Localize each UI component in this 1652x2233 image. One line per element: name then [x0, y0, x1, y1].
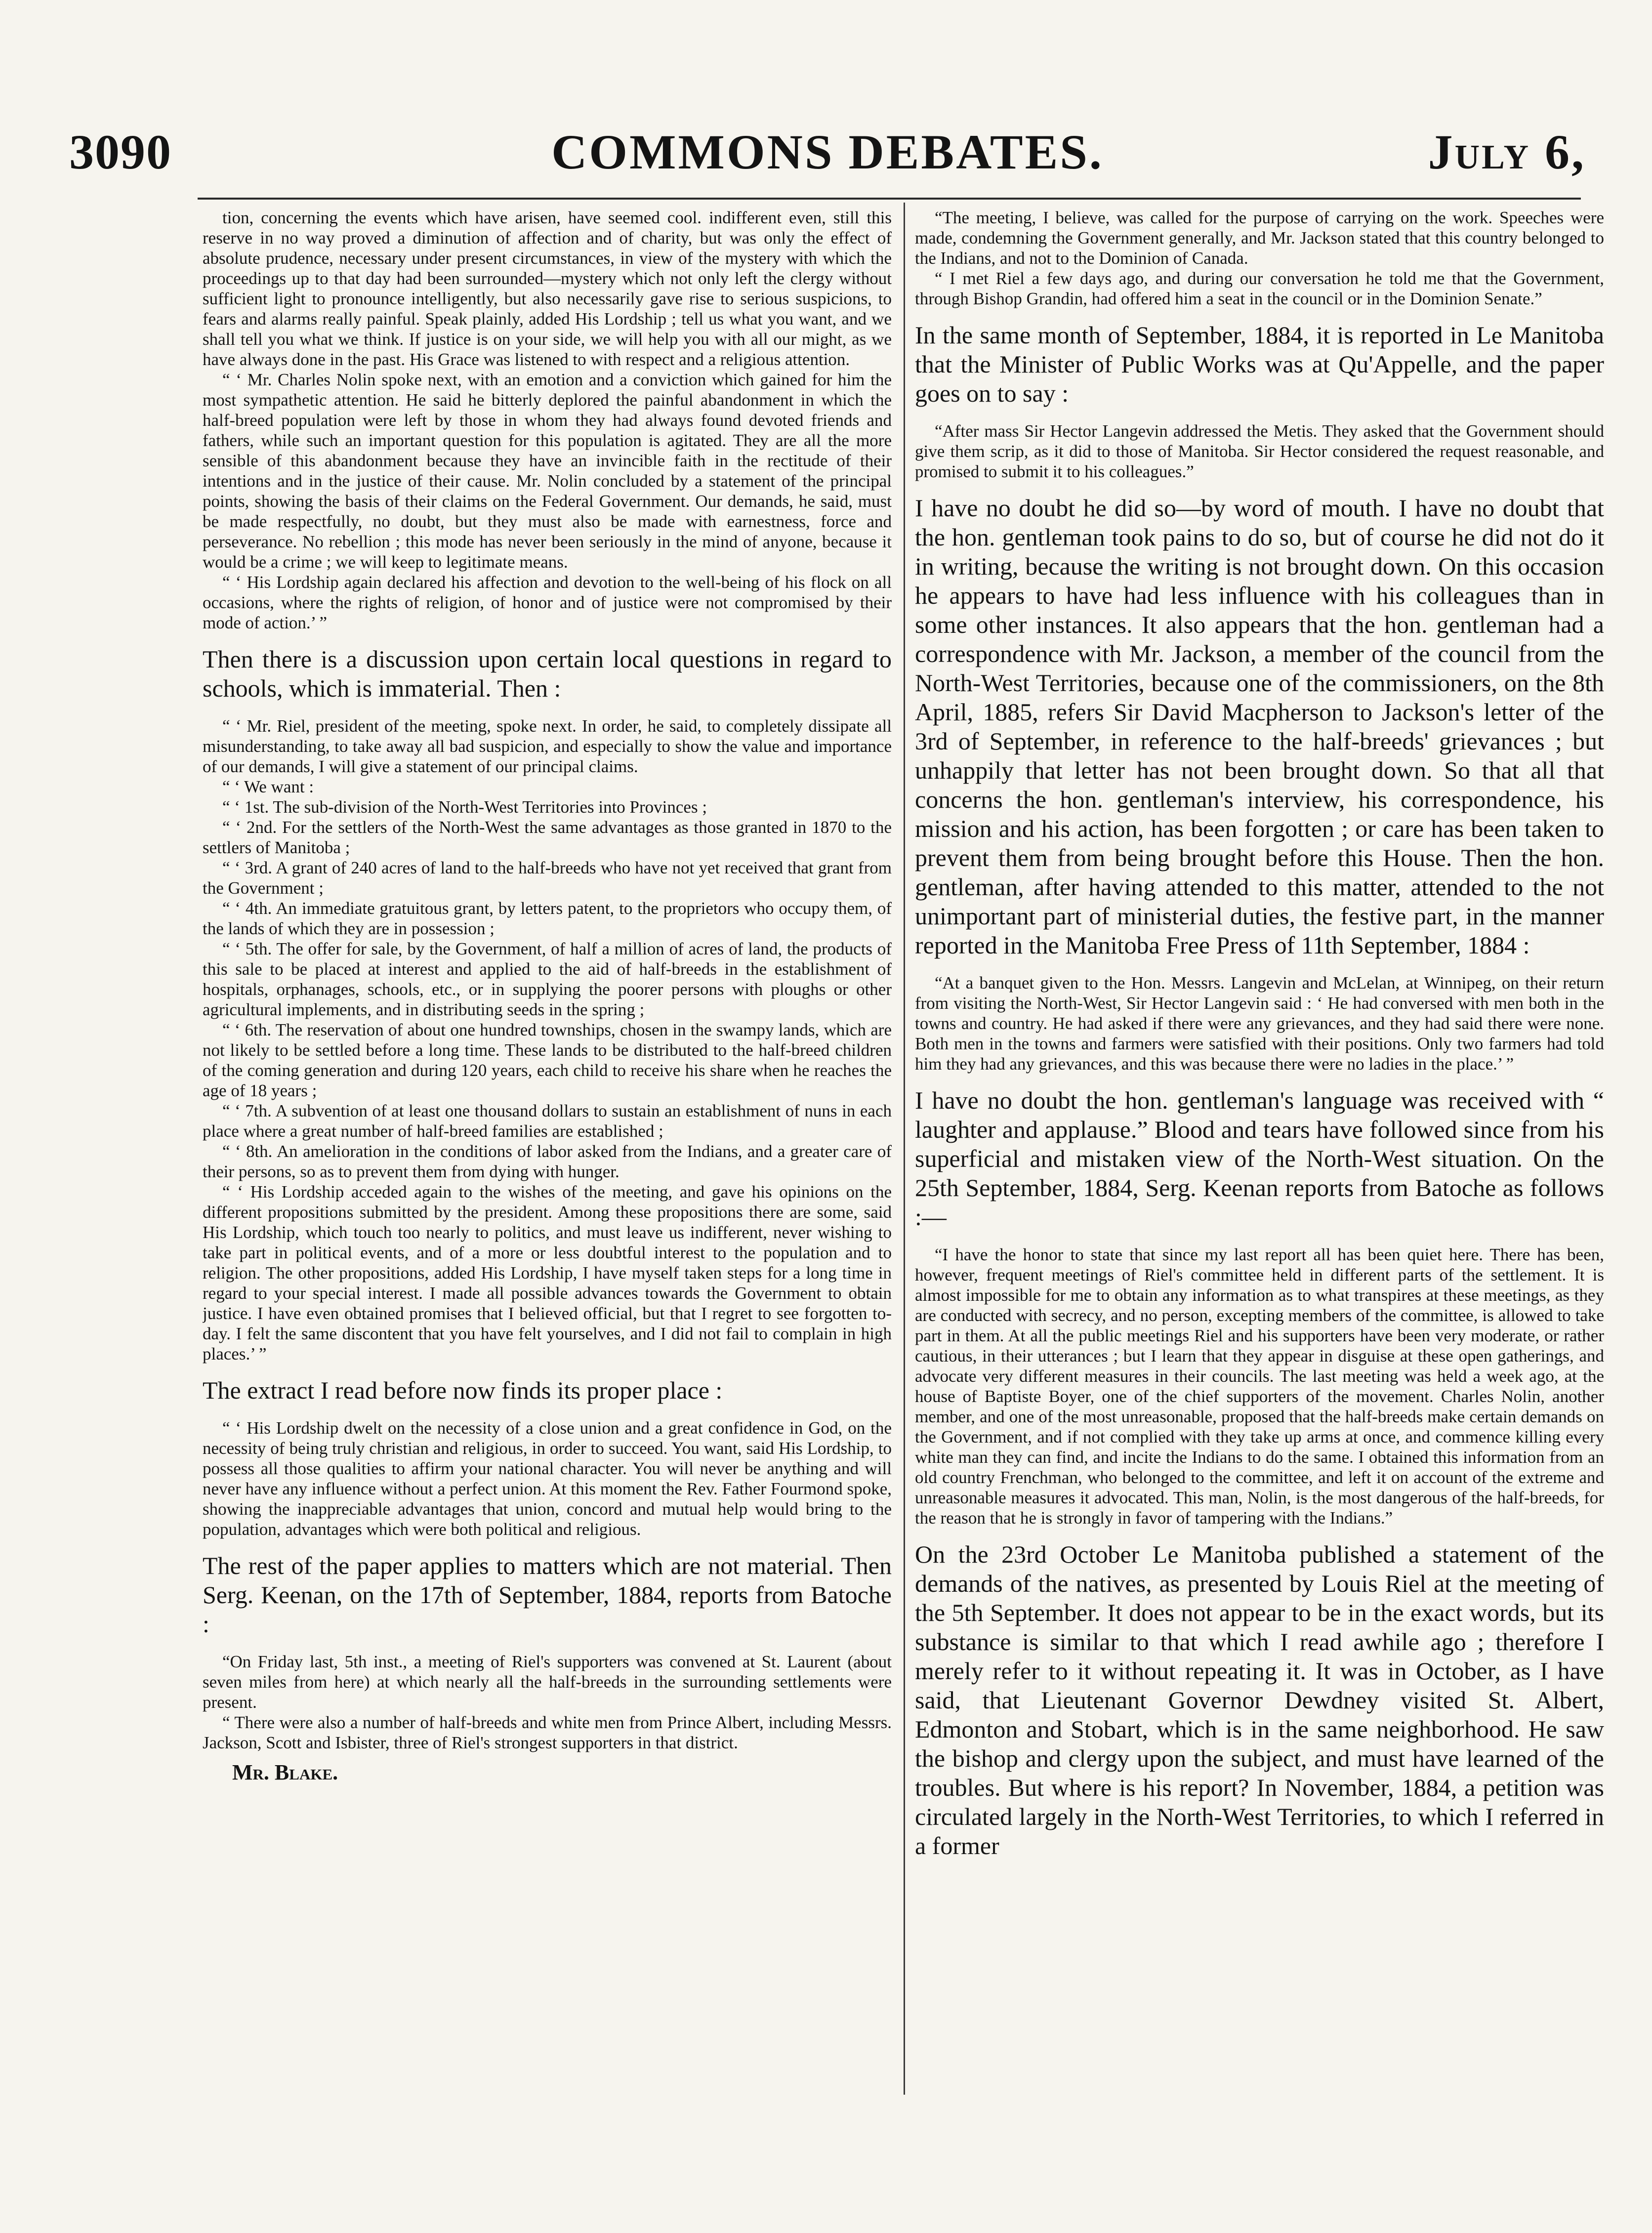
- quote-paragraph: “At a banquet given to the Hon. Messrs. Langevin and McLelan, at Winnipeg, on their return from visiting the North-West, Sir Hector Langevin said : ‘ He had conversed with men both in the towns and country. He had asked if there were any grievances, and they had said there were none. Both men in the towns and farmers were satisfied with their positions. Only two farmers had told him they had any grievances, and this was because there were no ladies in the place.’ ”: [915, 973, 1604, 1074]
- left-column: [203, 207, 892, 2095]
- quote-paragraph: tion, concerning the events which have arisen, have seemed cool. indifferent even, still this reserve in no way proved a diminution of affection and of charity, but was only the effect of absolute prudence, necessary under present circumstances, in view of the mystery with which the proceedings up to that day had been surrounded—mystery which not only left the clergy without sufficient light to pronounce intelligently, but also necessarily gave rise to serious suspicions, to fears and alarms really painful. Speak plainly, added His Lordship ; tell us what you want, and we shall tell you what we think. If justice is on your side, we will help you with all our might, as we have always done in the past. His Grace was listened to with respect and a religious attention.: [203, 208, 892, 369]
- quote-paragraph: “ ‘ 7th. A subvention of at least one thousand dollars to sustain an establishment of nuns in each place where a great number of half-breed families are established ;: [203, 1101, 892, 1141]
- quote-paragraph: “ ‘ His Lordship acceded again to the wishes of the meeting, and gave his opinions on the different propositions submitted by the president. Among these propositions there are some, said His Lordship, which touch too nearly to politics, and must leave us indifferent, never wishing to take part in political events, and of a more or less doubtful interest to the population and to religion. The other propositions, added His Lordship, I have myself taken steps for a long time in regard to your special interest. I made all possible advances towards the Government to obtain justice. I have even obtained promises that I believed official, but that I regret to see forgotten to-day. I felt the same discontent that you have felt yourselves, and I did not fail to complain in high places.’ ”: [203, 1182, 892, 1364]
- quote-paragraph: “ I met Riel a few days ago, and during our conversation he told me that the Government, through Bishop Grandin, had offered him a seat in the council or in the Dominion Senate.”: [915, 269, 1604, 308]
- page-title: COMMONS DEBATES.: [551, 124, 1104, 179]
- quote-paragraph: “ ‘ 5th. The offer for sale, by the Government, of half a million of acres of land, the products of this sale to be placed at interest and applied to the aid of half-breeds in the establishment of hospitals, orphanages, schools, etc., or in supplying the poorer persons with ploughs or other agricultural implements, and in distributing seeds in the spring ;: [203, 939, 892, 1019]
- speech-paragraph: Then there is a discussion upon certain local questions in regard to schools, which is immaterial. Then :: [203, 645, 892, 702]
- speech-paragraph: I have no doubt he did so—by word of mouth. I have no doubt that the hon. gentleman took pains to do so, but of course he did not do it in writing, because the writing is not brought down. On this occasion he appears to have had less influence with his colleagues than in some other instances. It also appears that the hon. gentleman had a correspondence with Mr. Jackson, a member of the council from the North-West Territories, because one of the commissioners, on the 8th April, 1885, refers Sir David Macpherson to Jackson's letter of the 3rd of September, in reference to the half-breeds' grievances ; but unhappily that letter has not been brought down. So that all that concerns the hon. gentleman's interview, his correspondence, his mission and his action, has been forgotten ; or care has been taken to prevent them from being brought before this House. Then the hon. gentleman, after having attended to this matter, attended to the not unimportant part of ministerial duties, the festive part, in the manner reported in the Manitoba Free Press of 11th September, 1884 :: [915, 494, 1604, 959]
- quote-paragraph: “ ‘ 3rd. A grant of 240 acres of land to the half-breeds who have not yet received that grant from the Government ;: [203, 858, 892, 898]
- quote-paragraph: “ ‘ 2nd. For the settlers of the North-West the same advantages as those granted in 1870 to the settlers of Manitoba ;: [203, 818, 892, 857]
- speech-paragraph: I have no doubt the hon. gentleman's language was received with “ laughter and applause.” Blood and tears have followed since from his superficial and mistaken view of the North-West situation. On the 25th September, 1884, Serg. Keenan reports from Batoche as follows :—: [915, 1086, 1604, 1231]
- quote-paragraph: “After mass Sir Hector Langevin addressed the Metis. They asked that the Government should give them scrip, as it did to those of Manitoba. Sir Hector considered the request reasonable, and promised to submit it to his colleagues.”: [915, 421, 1604, 481]
- quote-paragraph: “ ‘ Mr. Charles Nolin spoke next, with an emotion and a conviction which gained for him the most sympathetic attention. He said he bitterly deplored the painful abandonment in which the half-breed population were left by those in whom they had always found devoted friends and fathers, while such an important question for this population is agitated. They are all the more sensible of this abandonment because they have an invincible faith in the rectitude of their intentions and in the justice of their cause. Mr. Nolin concluded by a statement of the principal points, showing the basis of their claims on the Federal Government. Our demands, he said, must be made respectfully, no doubt, but they must also be made with earnestness, force and perseverance. No rebellion ; this mode has never been seriously in the mind of anyone, because it would be a crime ; we will keep to legitimate means.: [203, 370, 892, 572]
- quote-paragraph: “I have the honor to state that since my last report all has been quiet here. There has been, however, frequent meetings of Riel's committee held in different parts of the settlement. It is almost impossible for me to obtain any information as to what transpires at these meetings, as they are conducted with secrecy, and no person, excepting members of the committee, is allowed to take part in them. At all the public meetings Riel and his supporters have been very moderate, or rather cautious, in their utterances ; but I learn that they appear in disguise at these open gatherings, and advocate very different measures in their councils. The last meeting was held a week ago, at the house of Baptiste Boyer, one of the chief supporters of the movement. Charles Nolin, another member, and one of the most unreasonable, proposed that the half-breeds make certain demands on the Government, and if not complied with they take up arms at once, and commence killing every white man they can find, and incite the Indians to do the same. I obtained this information from an old country Frenchman, who belonged to the committee, and left it on account of the extreme and unreasonable measures it advocated. This man, Nolin, is the most dangerous of the half-breeds, for the reason that he is strongly in favor of tampering with the Indians.”: [915, 1245, 1604, 1528]
- quote-paragraph: “On Friday last, 5th inst., a meeting of Riel's supporters was convened at St. Laurent (about seven miles from here) at which nearly all the half-breeds in the surrounding settlements were present.: [203, 1652, 892, 1712]
- right-column: [915, 207, 1604, 2095]
- quote-paragraph: “ ‘ Mr. Riel, president of the meeting, spoke next. In order, he said, to completely dissipate all misunderstanding, to take away all bad suspicion, and especially to show the value and importance of our demands, I will give a statement of our principal claims.: [203, 716, 892, 776]
- speech-paragraph: On the 23rd October Le Manitoba published a statement of the demands of the natives, as presented by Louis Riel at the meeting of the 5th September. It does not appear to be in the exact words, but its substance is similar to that which I read awhile ago ; therefore I merely refer to it without repeating it. It was in October, as I have said, that Lieutenant Governor Dewdney visited St. Albert, Edmonton and Stobart, which is in the same neighborhood. He saw the bishop and clergy upon the subject, and must have learned of the troubles. But where is his report? In November, 1884, a petition was circulated largely in the North-West Territories, to which I referred in a former: [915, 1540, 1604, 1860]
- speaker-signature: Mr. Blake.: [232, 1760, 338, 1784]
- quote-paragraph: “ ‘ His Lordship dwelt on the necessity of a close union and a great confidence in God, on the necessity of being truly christian and religious, in order to succeed. You want, said His Lordship, to possess all those qualities to affirm your national character. You will never be anything and will never have any influence without a perfect union. At this moment the Rev. Father Fourmond spoke, showing the inappreciable advantages that union, concord and mutual help would bring to the population, advantages which were both political and religious.: [203, 1418, 892, 1539]
- header-rule: [198, 198, 1581, 200]
- column-divider: [904, 203, 905, 2095]
- speech-paragraph: The extract I read before now finds its proper place :: [203, 1376, 723, 1404]
- quote-paragraph: “ ‘ 6th. The reservation of about one hundred townships, chosen in the swampy lands, which are not likely to be settled before a long time. These lands to be distributed to the half-breed children of the coming generation and during 120 years, each child to receive his share when he reaches the age of 18 years ;: [203, 1020, 892, 1100]
- page-date: July 6,: [1428, 124, 1586, 179]
- quote-paragraph: “ ‘ His Lordship again declared his affection and devotion to the well-being of his flock on all occasions, where the rights of religion, of honor and of justice were not compromised by their mode of action.’ ”: [203, 573, 892, 632]
- quote-paragraph: “ ‘ 8th. An amelioration in the conditions of labor asked from the Indians, and a greater care of their persons, so as to prevent them from dying with hunger.: [203, 1142, 892, 1181]
- quote-paragraph: “ ‘ We want :: [222, 777, 314, 796]
- quote-paragraph: “ ‘ 4th. An immediate gratuitous grant, by letters patent, to the proprietors who occupy them, of the lands of which they are in possession ;: [203, 899, 892, 938]
- speech-paragraph: The rest of the paper applies to matters which are not material. Then Serg. Keenan, on the 17th of September, 1884, reports from Batoche :: [203, 1552, 892, 1638]
- quote-paragraph: “ There were also a number of half-breeds and white men from Prince Albert, including Messrs. Jackson, Scott and Isbister, three of Riel's strongest supporters in that district.: [203, 1713, 892, 1752]
- quote-paragraph: “The meeting, I believe, was called for the purpose of carrying on the work. Speeches were made, condemning the Government generally, and Mr. Jackson stated that this country belonged to the Indians, and not to the Dominion of Canada.: [915, 208, 1604, 268]
- quote-paragraph: “ ‘ 1st. The sub-division of the North-West Territories into Provinces ;: [222, 797, 707, 817]
- page-header: [69, 124, 1586, 193]
- page-number: 3090: [69, 124, 172, 179]
- speech-paragraph: In the same month of September, 1884, it is reported in Le Manitoba that the Minister of Public Works was at Qu'Appelle, and the paper goes on to say :: [915, 321, 1604, 407]
